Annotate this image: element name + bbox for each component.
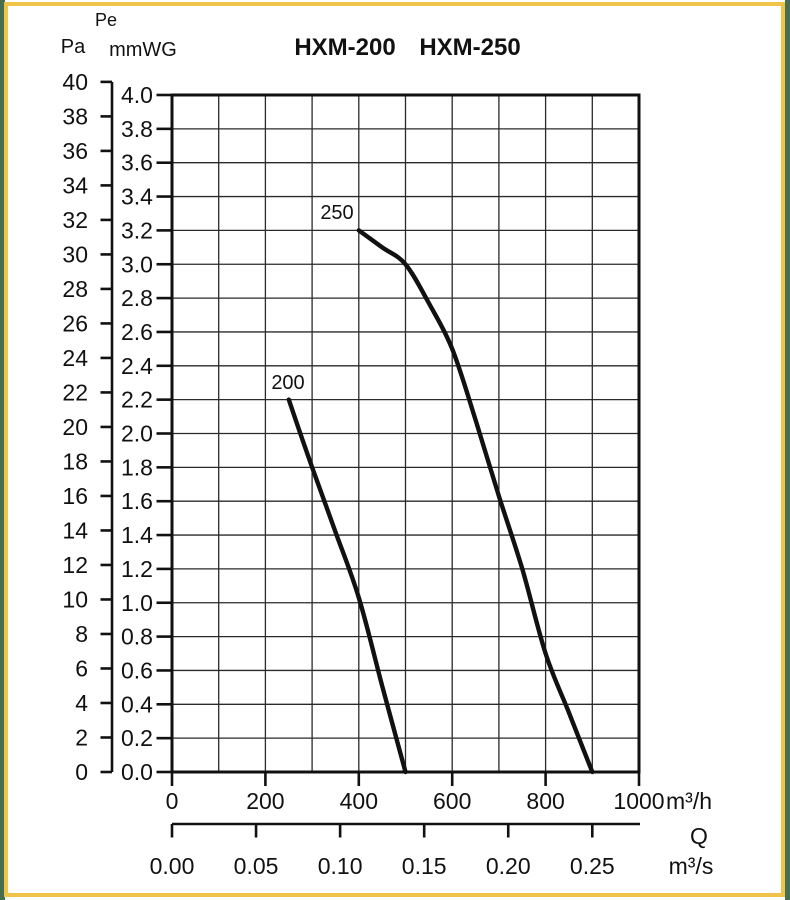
mmwg-tick-label: 2.2 [121, 386, 153, 413]
pa-tick-label: 36 [62, 137, 88, 164]
pa-tick-label: 12 [62, 551, 88, 578]
chart-title-right: HXM-250 [419, 34, 521, 61]
chart-title-left: HXM-200 [294, 34, 396, 61]
q-tick-label: 0.15 [401, 853, 447, 879]
pa-tick-label: 24 [62, 344, 88, 371]
mmwg-tick-label: 2.4 [121, 352, 153, 379]
q-tick-label: 0.10 [317, 853, 363, 879]
mmwg-tick-label: 4.0 [121, 82, 153, 108]
mmwg-axis [121, 82, 172, 785]
curve-label-200: 200 [271, 372, 305, 394]
x-tick-label: 200 [246, 788, 285, 814]
q-tick-label: 0.20 [485, 853, 531, 879]
mmwg-tick-label: 1.6 [121, 488, 153, 515]
x-tick-label: 1000 [613, 788, 665, 814]
mmwg-tick-label: 0.6 [121, 657, 153, 684]
mmwg-tick-label: 0.4 [121, 691, 153, 718]
mmwg-tick-label: 3.6 [121, 149, 153, 176]
pa-tick-label: 0 [75, 759, 88, 785]
mmwg-tick-label: 2.6 [121, 318, 153, 345]
pa-tick-label: 18 [62, 448, 88, 475]
mmwg-tick-label: 1.2 [121, 555, 153, 582]
pa-tick-label: 8 [75, 620, 88, 647]
pa-tick-label: 2 [75, 724, 88, 751]
mmwg-tick-label: 3.4 [121, 183, 153, 210]
pa-tick-label: 40 [62, 68, 88, 95]
pa-tick-label: 28 [62, 275, 88, 302]
pa-axis [62, 69, 112, 785]
mmwg-tick-label: 1.8 [121, 454, 153, 481]
mmwg-tick-label: 0.8 [121, 623, 153, 650]
mmwg-tick-label: 0.0 [121, 759, 153, 785]
pa-tick-label: 30 [62, 241, 88, 268]
x-tick-label: 0 [165, 788, 179, 814]
pa-tick-label: 16 [62, 482, 88, 509]
curve-200 [289, 400, 406, 772]
mmwg-tick-label: 0.2 [121, 725, 153, 752]
pa-tick-label: 4 [75, 689, 88, 716]
x-axis-m3h [166, 772, 665, 814]
mmwg-tick-label: 3.2 [121, 217, 153, 244]
curve-label-250: 250 [320, 202, 354, 224]
pa-tick-label: 20 [62, 413, 88, 440]
gridlines [172, 95, 639, 772]
pa-unit-label: Pa [60, 36, 86, 58]
x-tick-label: 400 [339, 788, 378, 814]
mmwg-tick-label: 1.4 [121, 522, 153, 549]
x-tick-label: 600 [433, 788, 472, 814]
x-axis-m3s [150, 824, 640, 879]
pa-tick-label: 6 [75, 655, 88, 682]
pa-tick-label: 22 [62, 379, 88, 406]
mmwg-unit-label: mmWG [109, 39, 177, 61]
fan-curves [268, 199, 592, 772]
pe-quantity-label: Pe [94, 10, 118, 30]
x-tick-label: 800 [526, 788, 565, 814]
pa-tick-label: 14 [62, 517, 88, 544]
mmwg-tick-label: 2.0 [121, 420, 153, 447]
pa-tick-label: 38 [62, 103, 88, 130]
q-tick-label: 0.05 [233, 853, 279, 879]
pa-tick-label: 26 [62, 310, 88, 337]
q-tick-label: 0.00 [149, 853, 195, 879]
pa-tick-label: 10 [62, 586, 88, 613]
mmwg-tick-label: 2.8 [121, 285, 153, 312]
pa-tick-label: 34 [62, 172, 88, 199]
mmwg-tick-label: 3.0 [121, 251, 153, 278]
pa-tick-label: 32 [62, 206, 88, 233]
mmwg-tick-label: 3.8 [121, 115, 153, 142]
mmwg-tick-label: 1.0 [121, 589, 153, 616]
q-tick-label: 0.25 [569, 853, 615, 879]
m3h-unit-label: m³/h [666, 788, 712, 814]
flow-symbol-label: Q [690, 823, 708, 849]
m3s-unit-label: m³/s [668, 853, 714, 879]
